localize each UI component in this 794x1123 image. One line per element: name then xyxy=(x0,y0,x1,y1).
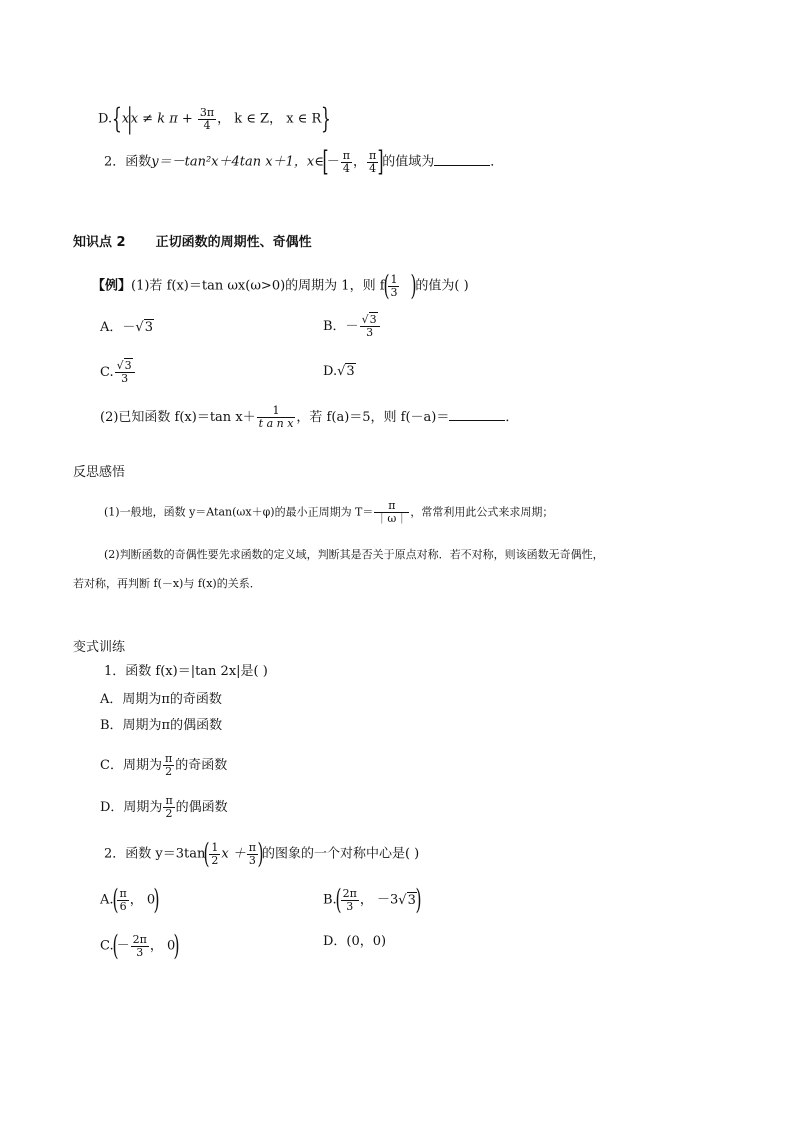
practice-q1-option-d: D．周期为 $\frac{\pi}{2}$ 的偶函数 xyxy=(100,794,228,820)
practice-q2-option-c: C.(－ $\frac{2\pi}{3}$ ， 0) xyxy=(100,929,180,962)
example-part-2: (2)已知函数 f(x)＝tan x＋ $\frac{1}{\text{t a n x}}$ ，若 f(a)＝5，则 f(－a)＝ ． xyxy=(100,404,519,430)
example-option-b: B．－ $\frac{√3}{3}$ xyxy=(323,314,381,339)
reflection-title: 反思感悟 xyxy=(73,465,126,480)
question-2-range: 2．函数y＝－tan²x＋4tan x＋1，x∈[－ $\frac{\pi}{4}$ ， $\frac{\pi}{4}$ ]的值域为 ． xyxy=(104,145,504,178)
example-option-c: C. $\frac{√3}{3}$ xyxy=(100,360,136,385)
example-part-1: 【例】(1)若 f(x)＝tan ωx(ω>0)的周期为 1，则 f( $\frac{1}{3}$ )的值为( ) xyxy=(92,269,469,302)
option-d-set: D.{x|x ≠ k π + $\frac{3\pi}{4}$ ， k ∈ Z， x ∈ R} xyxy=(98,102,332,135)
practice-question-1: 1．函数 f(x)＝|tan 2x|是( ) xyxy=(104,664,268,679)
practice-q1-option-c: C．周期为 $\frac{\pi}{2}$ 的奇函数 xyxy=(100,752,228,778)
practice-title: 变式训练 xyxy=(73,640,126,655)
practice-q2-option-b: B.( $\frac{2\pi}{3}$ ， －3√3) xyxy=(323,883,422,916)
reflection-line-2: (2)判断函数的奇偶性要先求函数的定义域，判断其是否关于原点对称．若不对称，则该函数无奇偶性， xyxy=(104,548,604,561)
answer-blank[interactable] xyxy=(449,406,505,421)
practice-question-2: 2．函数 y＝3tan( $\frac{1}{2}$ x ＋ $\frac{\pi}{3}$ )的图象的一个对称中心是( ) xyxy=(104,837,420,870)
answer-blank[interactable] xyxy=(434,151,490,166)
example-option-d: D.√3 xyxy=(323,364,355,379)
reflection-line-1: (1)一般地，函数 y＝Atan(ωx＋φ)的最小正周期为 T＝ $\frac{\pi}{|\omega|}$ ，常常利用此公式来求周期； xyxy=(104,499,554,525)
reflection-line-3: 若对称，再判断 f(－x)与 f(x)的关系． xyxy=(73,577,261,590)
practice-q1-option-b: B．周期为π的偶函数 xyxy=(100,718,223,733)
section-heading: 知识点 2 正切函数的周期性、奇偶性 xyxy=(73,235,312,250)
example-option-a: A．－√3 xyxy=(100,320,153,335)
practice-q2-option-a: A.( $\frac{\pi}{6}$ ， 0) xyxy=(100,883,160,916)
fraction: $\frac{3\pi}{4}$ xyxy=(199,105,215,132)
practice-q2-option-d: D．(0，0) xyxy=(323,934,387,949)
practice-q1-option-a: A．周期为π的奇函数 xyxy=(100,692,222,707)
